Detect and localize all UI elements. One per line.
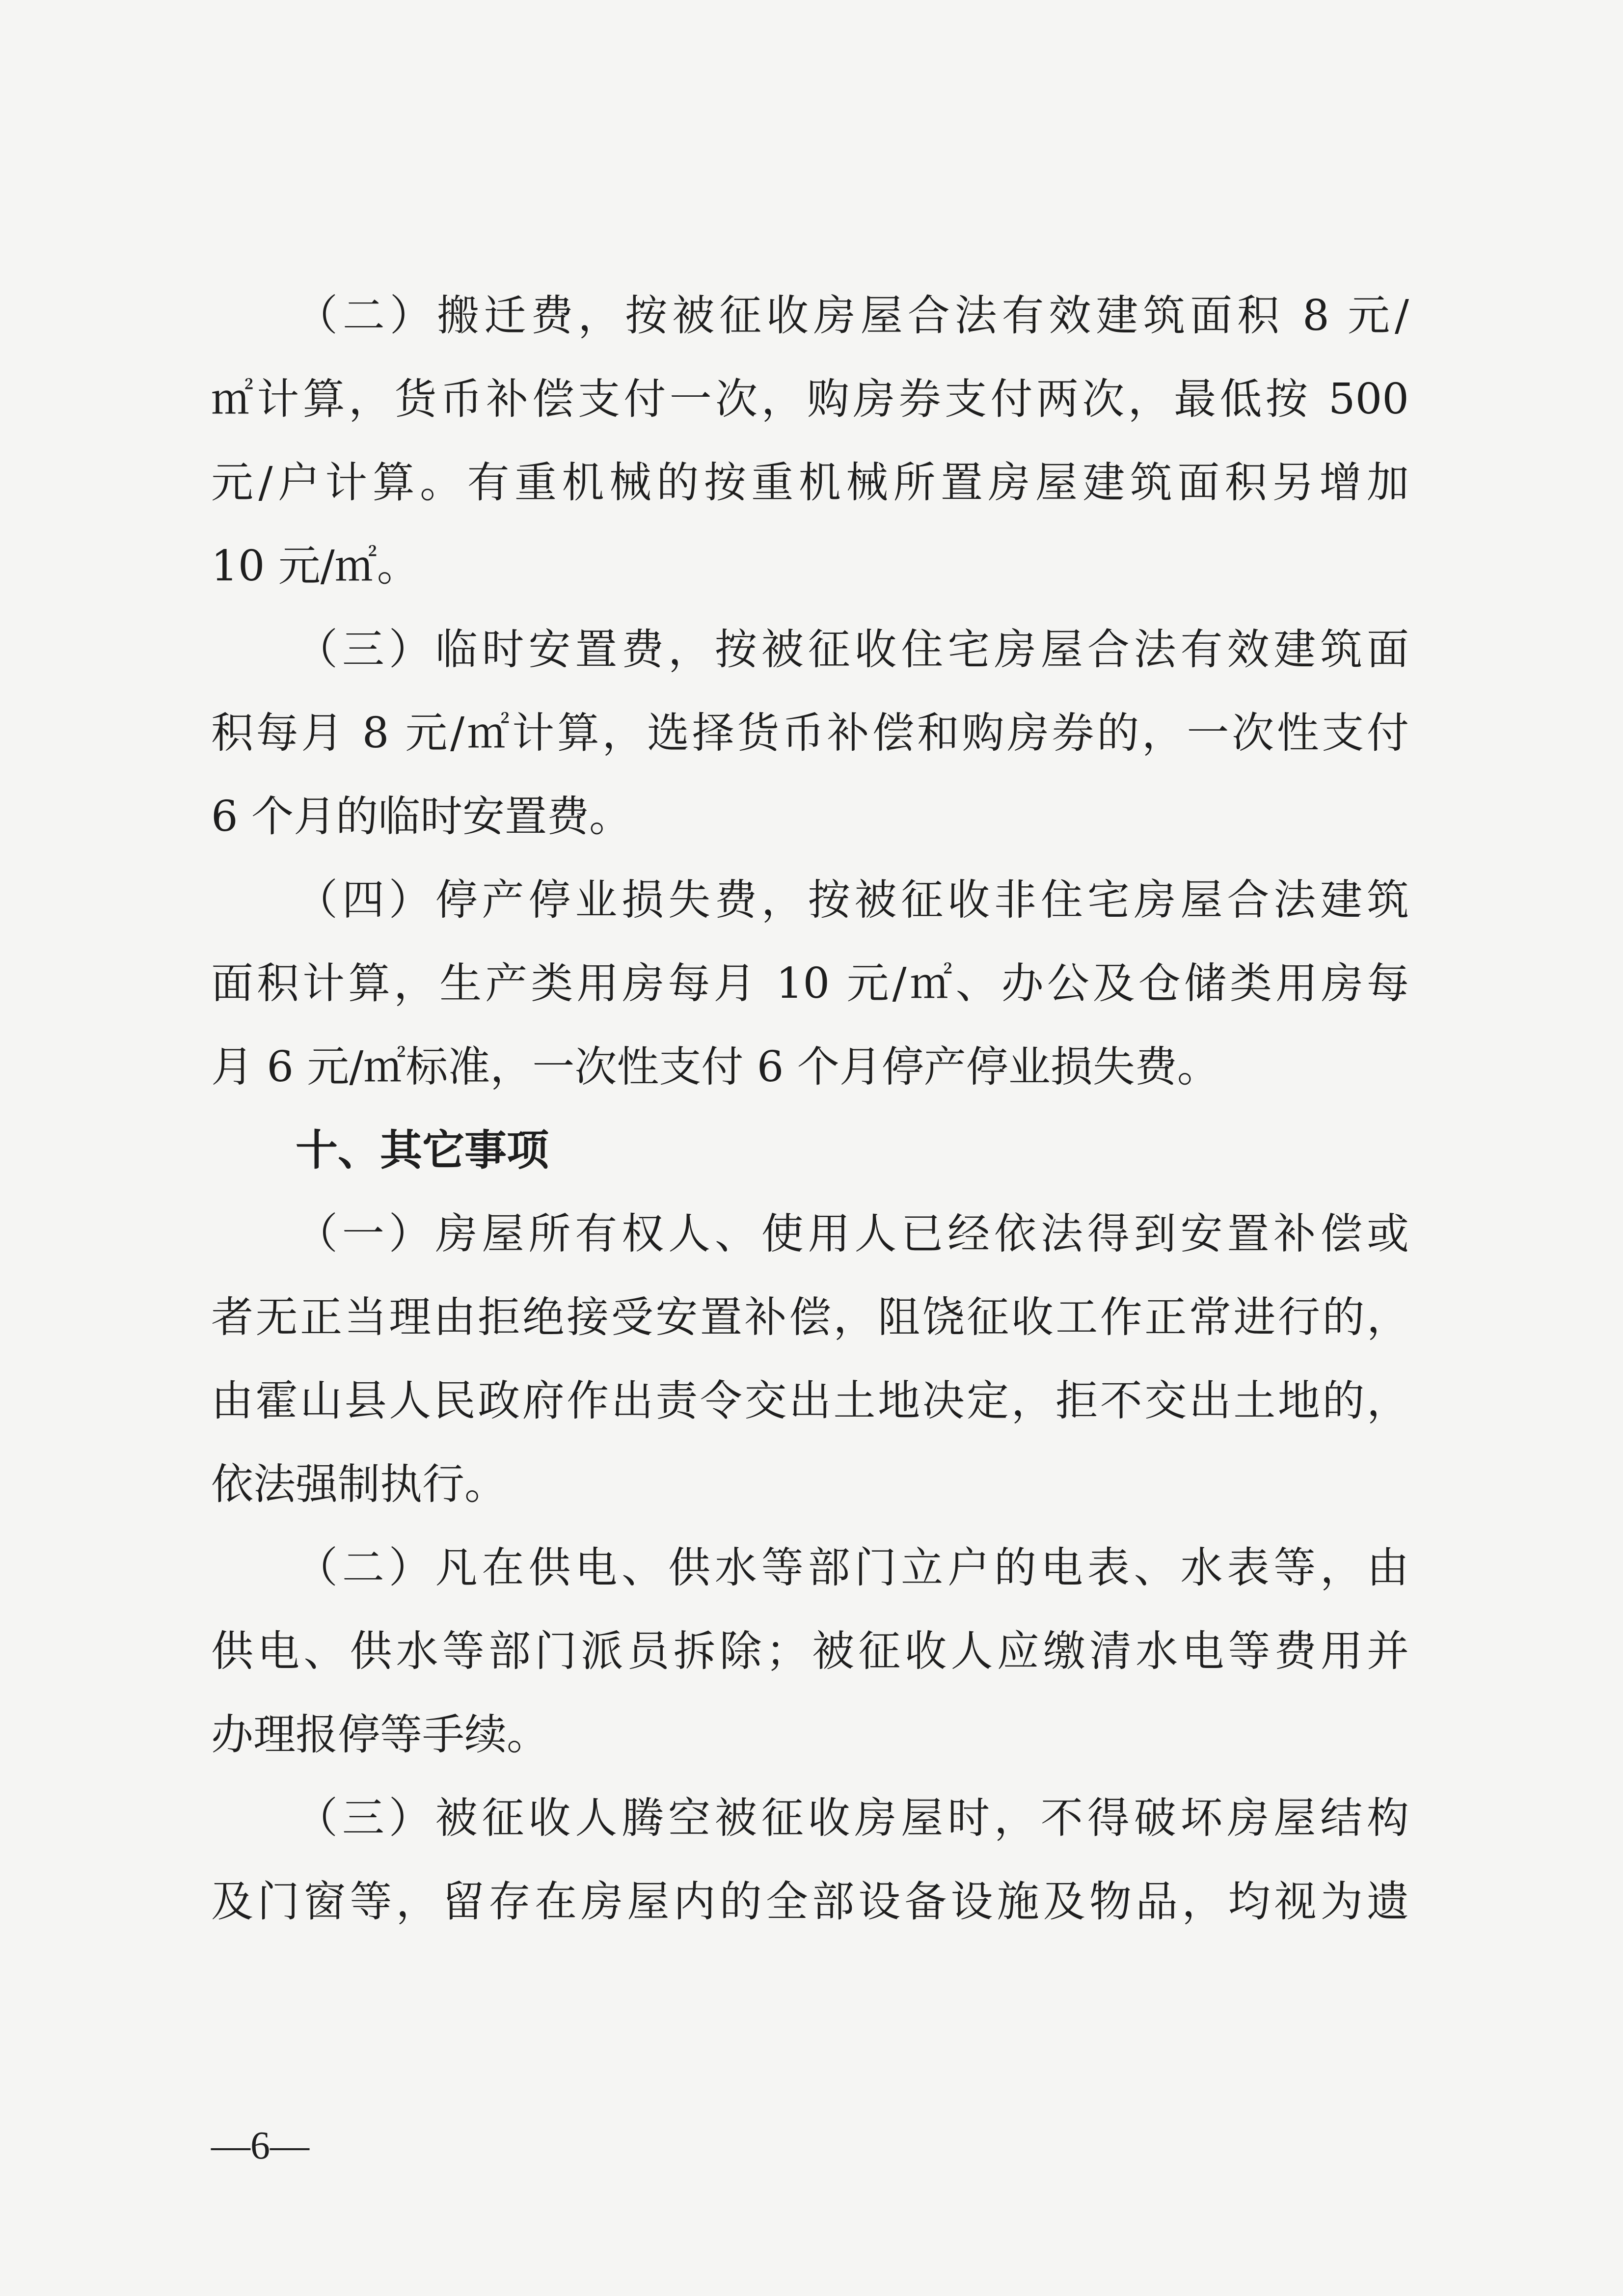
para-line: ㎡计算，货币补偿支付一次，购房券支付两次，最低按 500 [211, 375, 1409, 424]
para-line: 元/户计算。有重机械的按重机械所置房屋建筑面积另增加 [211, 458, 1409, 507]
para-line: （三）被征收人腾空被征收房屋时，不得破坏房屋结构 [296, 1794, 1409, 1843]
para-line: 供电、供水等部门派员拆除；被征收人应缴清水电等费用并 [211, 1627, 1409, 1676]
para-line: 由霍山县人民政府作出责令交出土地决定，拒不交出土地的， [211, 1376, 1409, 1425]
page-number: —6— [211, 2124, 309, 2167]
para-line: 6 个月的临时安置费。 [211, 792, 632, 841]
para-line: 依法强制执行。 [211, 1460, 507, 1509]
para-line: 面积计算，生产类用房每月 10 元/㎡、办公及仓储类用房每 [211, 959, 1409, 1008]
para-line: 10 元/㎡。 [211, 542, 419, 591]
para-line: （二）搬迁费，按被征收房屋合法有效建筑面积 8 元/ [296, 291, 1409, 340]
para-line: （二）凡在供电、供水等部门立户的电表、水表等，由 [296, 1543, 1409, 1592]
para-line: 及门窗等，留存在房屋内的全部设备设施及物品，均视为遗 [211, 1877, 1409, 1926]
para-line: （一）房屋所有权人、使用人已经依法得到安置补偿或 [296, 1209, 1409, 1258]
para-line: 者无正当理由拒绝接受安置补偿，阻饶征收工作正常进行的， [211, 1293, 1409, 1342]
para-line: （四）停产停业损失费，按被征收非住宅房屋合法建筑 [296, 875, 1409, 925]
section-heading: 十、其它事项 [296, 1126, 549, 1175]
para-line: 月 6 元/㎡标准，一次性支付 6 个月停产停业损失费。 [211, 1042, 1219, 1092]
para-line: （三）临时安置费，按被征收住宅房屋合法有效建筑面 [296, 625, 1409, 674]
para-line: 积每月 8 元/㎡计算，选择货币补偿和购房券的，一次性支付 [211, 709, 1409, 758]
para-line: 办理报停等手续。 [211, 1710, 549, 1759]
